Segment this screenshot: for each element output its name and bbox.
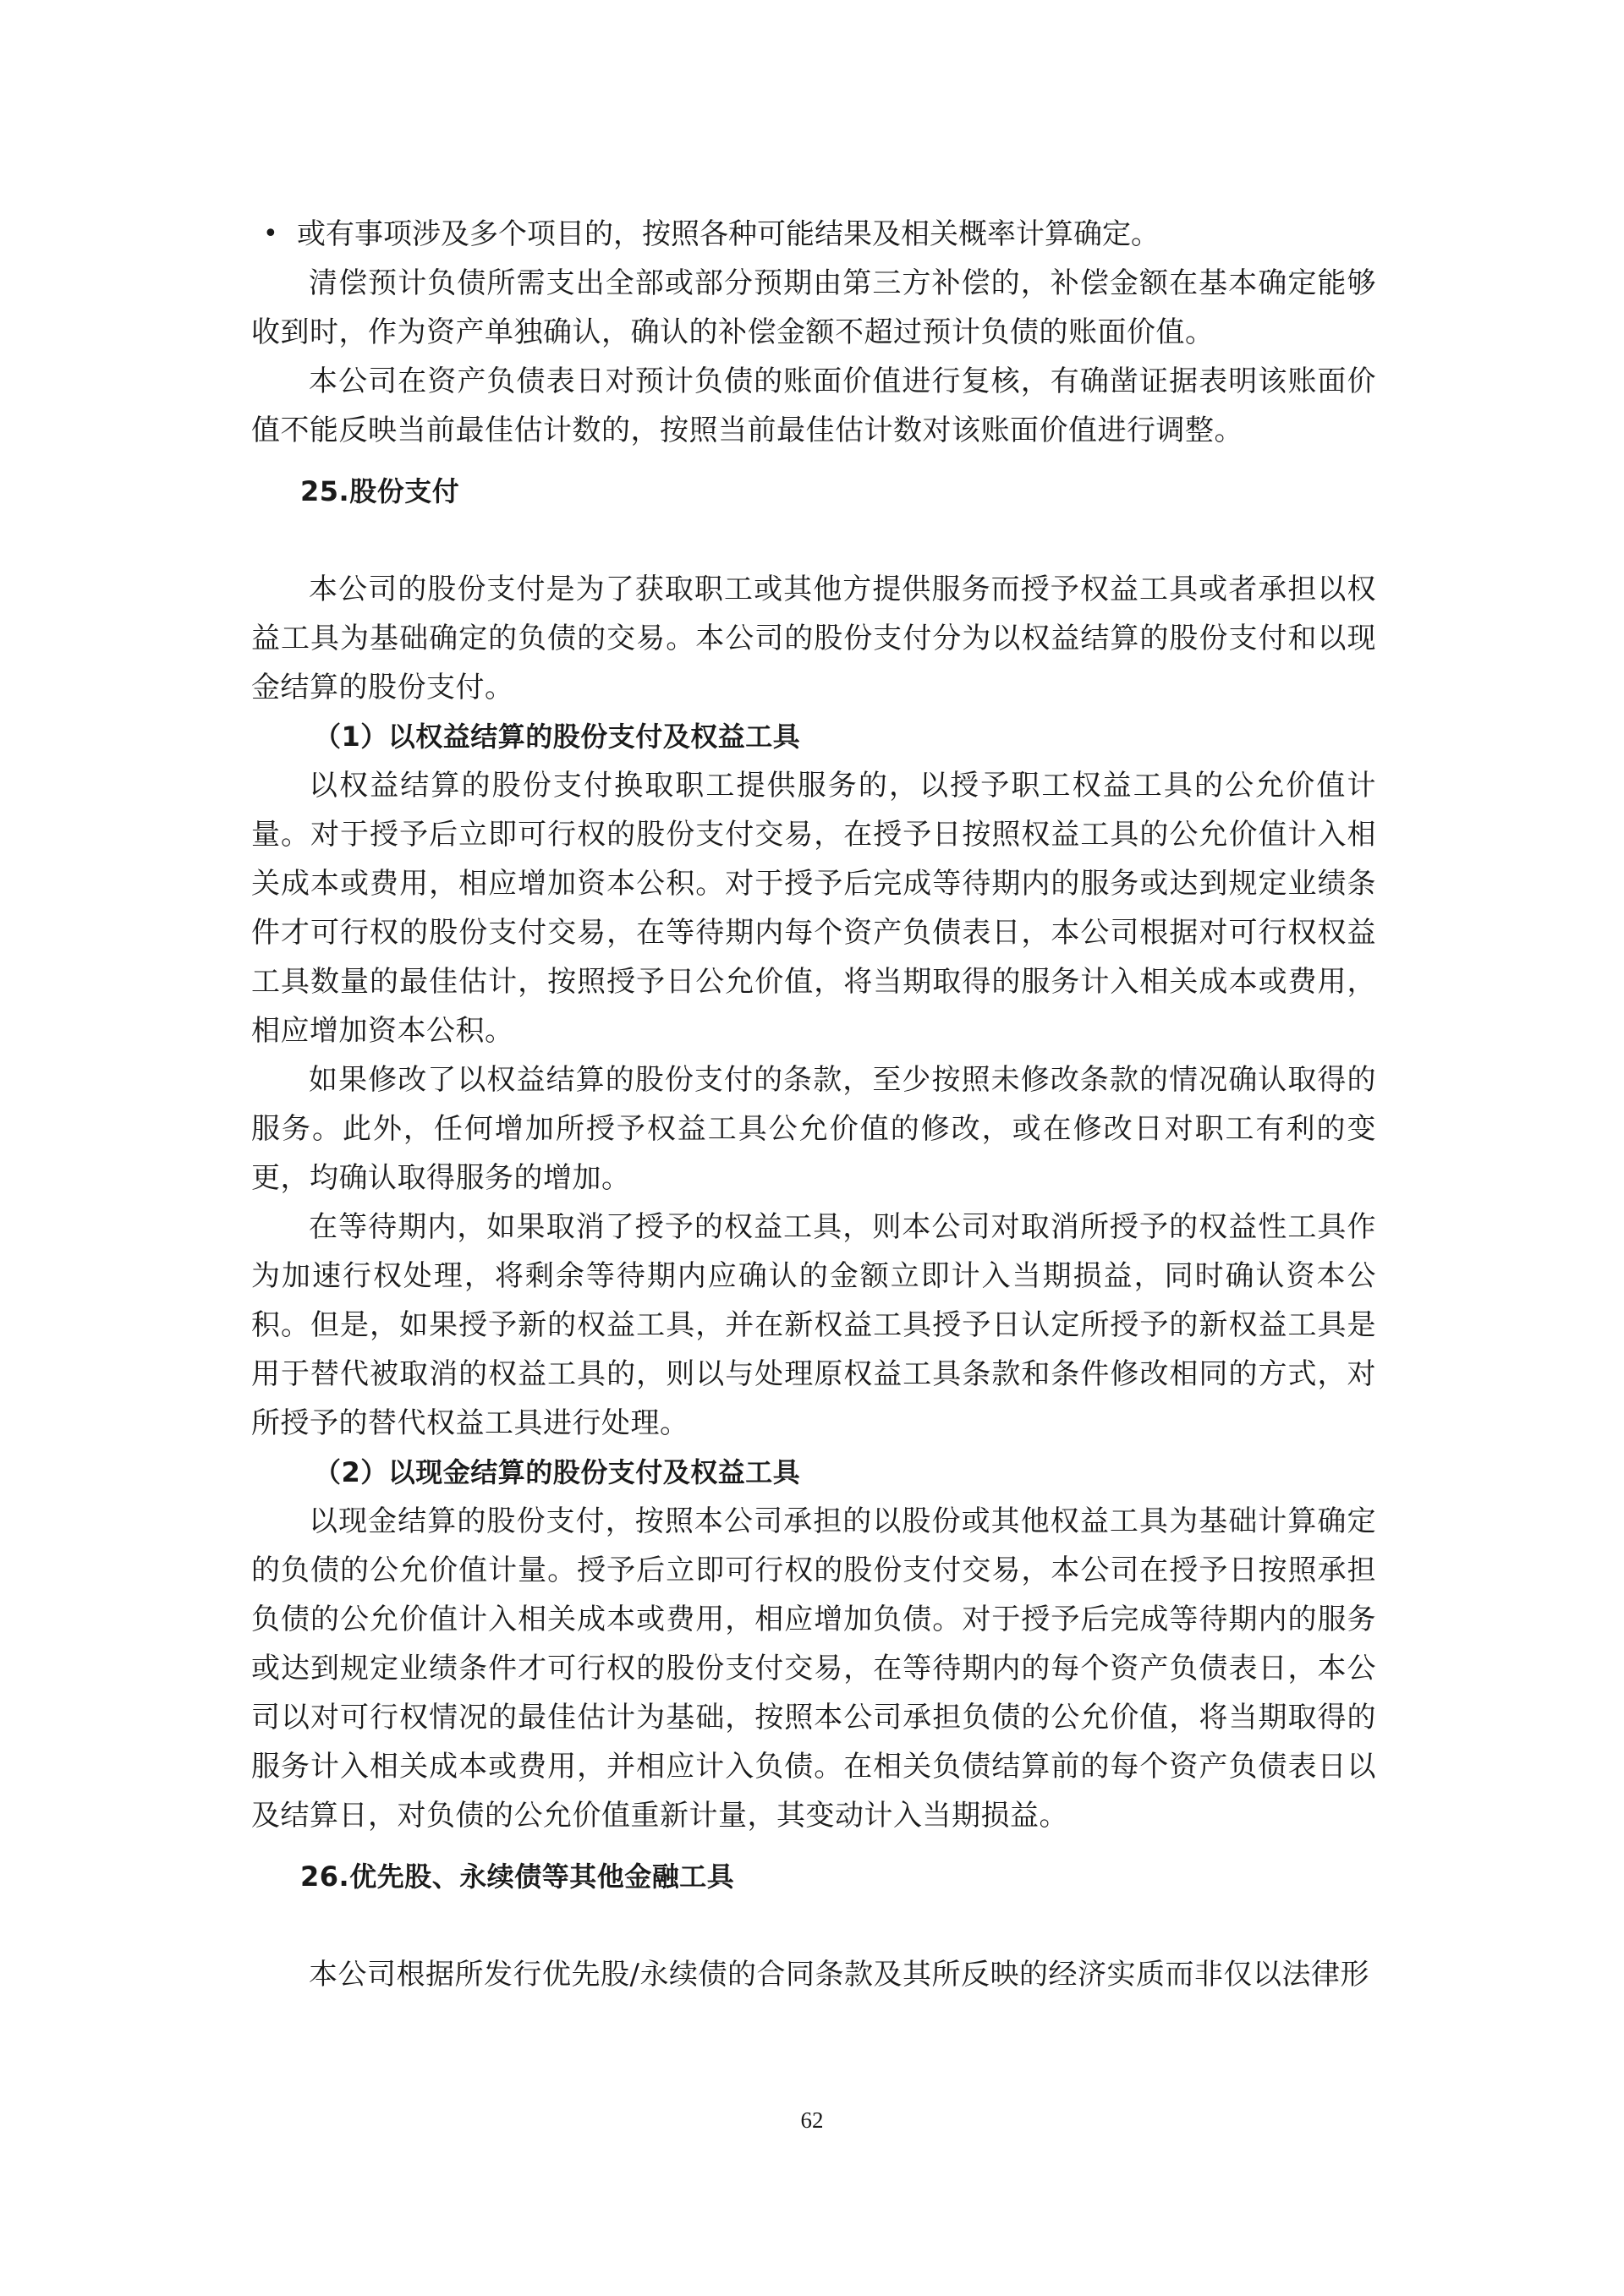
- subsection-2-heading: （2）以现金结算的股份支付及权益工具: [314, 1456, 801, 1488]
- spacer: [251, 1901, 1376, 1950]
- section-26-intro: 本公司根据所发行优先股/永续债的合同条款及其所反映的经济实质而非仅以法律形: [309, 1958, 1369, 1992]
- paragraph-compensation: 清偿预计负债所需支出全部或部分预期由第三方补偿的，补偿金额在基本确定能够收到时，作为资产单独确认，确认的补偿金额不超过预计负债的账面价值。: [251, 266, 1376, 349]
- spacer: [251, 516, 1376, 565]
- subsection-1-paragraph: 在等待期内，如果取消了授予的权益工具，则本公司对取消所授予的权益性工具作为加速行权处理，将剩余等待期内应确认的金额立即计入当期损益，同时确认资本公积。但是，如果授予新的权益工具，并在新权益工具授予日认定所授予的新权益工具是用于替代被取消的权益工具的，则以与处理原权益工具条款和条件修改相同的方式，对所授予的替代权益工具进行处理。: [251, 1210, 1376, 1440]
- bullet-item: [251, 210, 1376, 259]
- page-body: [251, 210, 1376, 1999]
- subsection-2-paragraph: 以现金结算的股份支付，按照本公司承担的以股份或其他权益工具为基础计算确定的负债的公允价值计量。授予后立即可行权的股份支付交易，本公司在授予日按照承担负债的公允价值计入相关成本或费用，相应增加负债。对于授予后完成等待期内的服务或达到规定业绩条件才可行权的股份支付交易，在等待期内的每个资产负债表日，本公司以对可行权情况的最佳估计为基础，按照本公司承担负债的公允价值，将当期取得的服务计入相关成本或费用，并相应计入负债。在相关负债结算前的每个资产负债表日以及结算日，对负债的公允价值重新计量，其变动计入当期损益。: [251, 1504, 1376, 1833]
- bullet-dot-icon: •: [263, 219, 278, 249]
- subsection-1-paragraph: 以权益结算的股份支付换取职工提供服务的，以授予职工权益工具的公允价值计量。对于授予后立即可行权的股份支付交易，在授予日按照权益工具的公允价值计入相关成本或费用，相应增加资本公积。对于授予后完成等待期内的服务或达到规定业绩条件才可行权的股份支付交易，在等待期内每个资产负债表日，本公司根据对可行权权益工具数量的最佳估计，按照授予日公允价值，将当期取得的服务计入相关成本或费用，相应增加资本公积。: [251, 769, 1376, 1048]
- subsection-1-paragraph: 如果修改了以权益结算的股份支付的条款，至少按照未修改条款的情况确认取得的服务。此外，任何增加所授予权益工具公允价值的修改，或在修改日对职工有利的变更，均确认取得服务的增加。: [251, 1063, 1376, 1195]
- subsection-1-heading: （1）以权益结算的股份支付及权益工具: [314, 721, 801, 753]
- bullet-text: 或有事项涉及多个项目的，按照各种可能结果及相关概率计算确定。: [297, 217, 1160, 251]
- page-number: 62: [800, 2107, 824, 2133]
- spacer: [251, 455, 1376, 467]
- section-25-intro: 本公司的股份支付是为了获取职工或其他方提供服务而授予权益工具或者承担以权益工具为基础确定的负债的交易。本公司的股份支付分为以权益结算的股份支付和以现金结算的股份支付。: [251, 573, 1376, 704]
- paragraph-review: 本公司在资产负债表日对预计负债的账面价值进行复核，有确凿证据表明该账面价值不能反映当前最佳估计数的，按照当前最佳估计数对该账面价值进行调整。: [251, 364, 1376, 447]
- spacer: [251, 1840, 1376, 1852]
- section-25-heading: 25.股份支付: [300, 475, 460, 507]
- section-26-heading: 26.优先股、永续债等其他金融工具: [300, 1860, 735, 1893]
